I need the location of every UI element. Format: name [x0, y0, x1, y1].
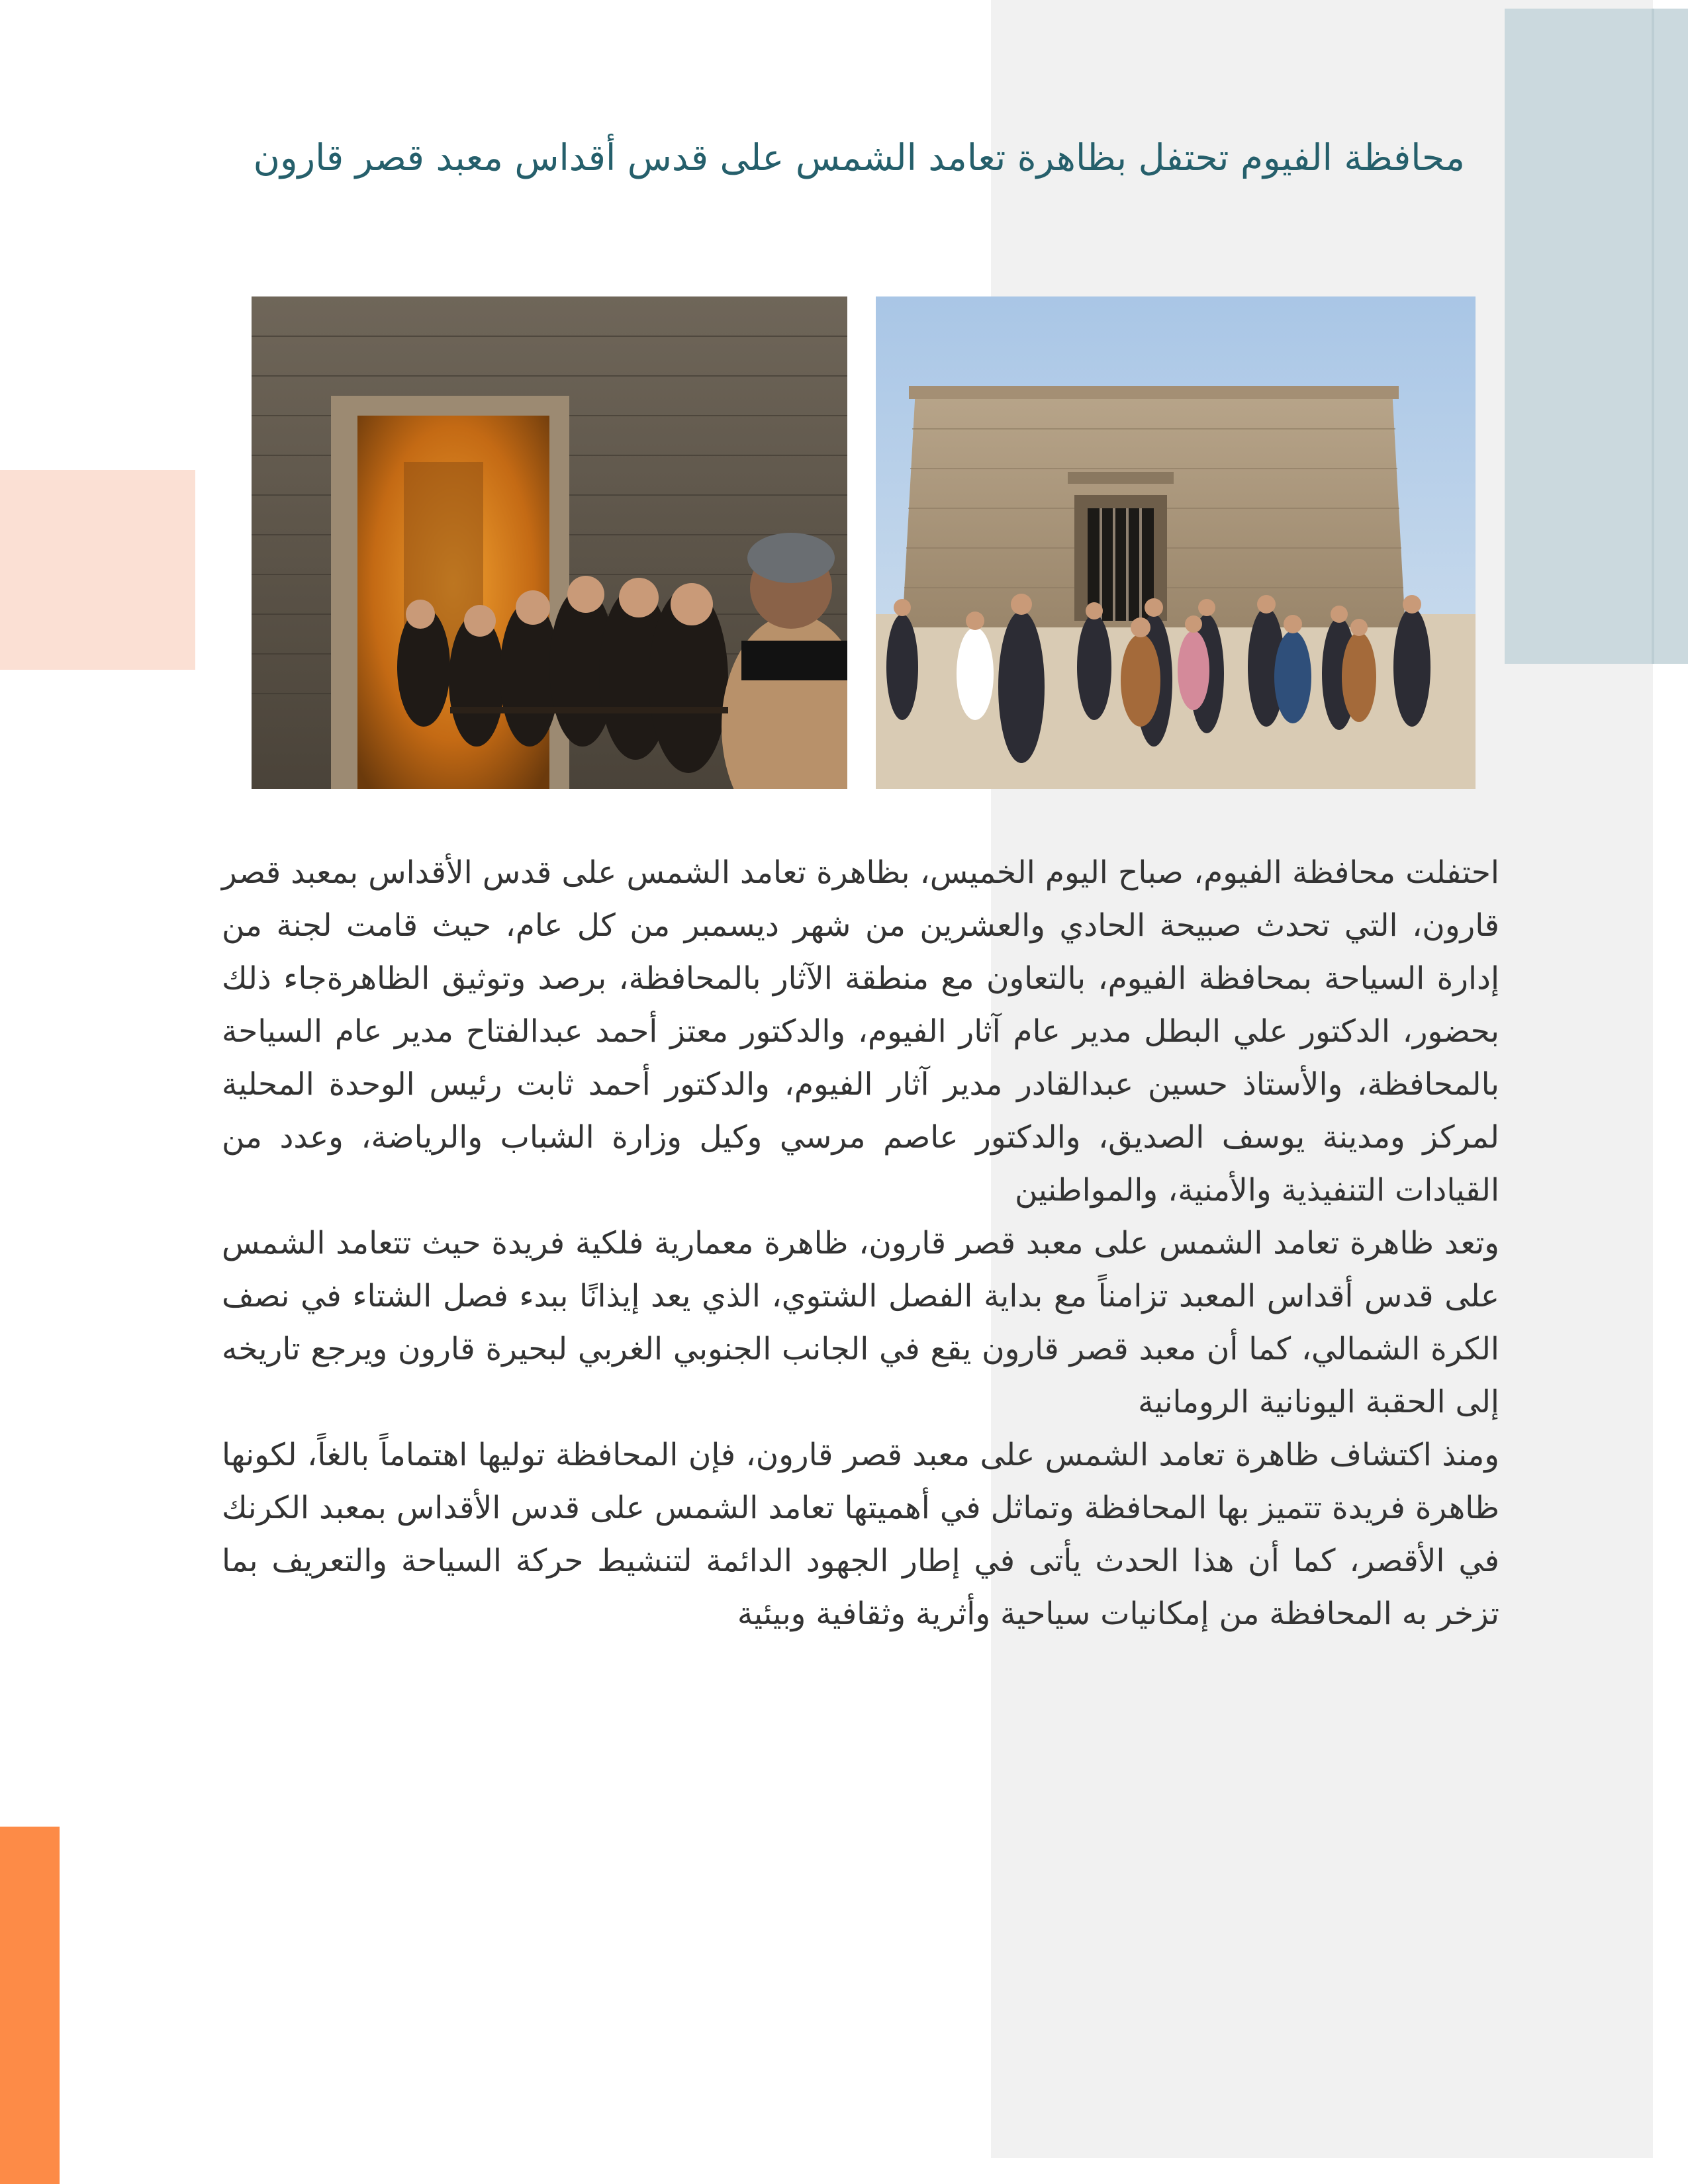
article-title: محافظة الفيوم تحتفل بظاهرة تعامد الشمس على قدس أقداس معبد قصر قارون: [253, 136, 1465, 179]
temple-interior-photo: [252, 296, 847, 789]
decorative-peach-block: [0, 470, 195, 670]
paragraph-1: احتفلت محافظة الفيوم، صباح اليوم الخميس، بظاهرة تعامد الشمس على قدس الأقداس بمعبد قصر قارون، التي تحدث صبيحة الحادي والعشرين من شهر ديسمبر من كل عام، حيث قامت لجنة من إدارة السياحة بمحافظة الفيوم، بالتعاون مع منطقة الآثار بالمحافظة، برصد وتوثيق الظاهرةجاء ذلك بحضور، الدكتور علي البطل مدير عام آثار الفيوم، والدكتور معتز أحمد عبدالفتاح مدير عام السياحة بالمحافظة، والأستاذ حسين عبدالقادر مدير آثار الفيوم، والدكتور أحمد ثابت رئيس الوحدة المحلية لمركز ومدينة يوسف الصديق، والدكتور عاصم مرسي وكيل وزارة الشباب والرياضة، وعدد من القيادات التنفيذية والأمنية، والمواطنين: [222, 854, 1499, 1208]
article-body: [222, 846, 1499, 1641]
decorative-teal-line: [1652, 9, 1654, 664]
decorative-teal-block: [1505, 9, 1688, 664]
temple-exterior-photo: [876, 296, 1476, 789]
decorative-orange-block: [0, 1827, 60, 2184]
paragraph-2: وتعد ظاهرة تعامد الشمس على معبد قصر قارون، ظاهرة معمارية فلكية فريدة حيث تتعامد الشمس على قدس أقداس المعبد تزامناً مع بداية الفصل الشتوي، الذي يعد إيذانًا ببدء فصل الشتاء في نصف الكرة الشمالي، كما أن معبد قصر قارون يقع في الجانب الجنوبي الغربي لبحيرة قارون ويرجع تاريخه إلى الحقبة اليونانية الرومانية: [222, 1225, 1499, 1420]
paragraph-3: ومنذ اكتشاف ظاهرة تعامد الشمس على معبد قصر قارون، فإن المحافظة توليها اهتماماً بالغاً، لكونها ظاهرة فريدة تتميز بها المحافظة وتماثل في أهميتها تعامد الشمس على قدس الأقداس بمعبد الكرنك في الأقصر، كما أن هذا الحدث يأتى في إطار الجهود الدائمة لتنشيط حركة السياحة والتعريف بما تزخر به المحافظة من إمكانيات سياحية وأثرية وثقافية وبيئية: [222, 1437, 1499, 1632]
